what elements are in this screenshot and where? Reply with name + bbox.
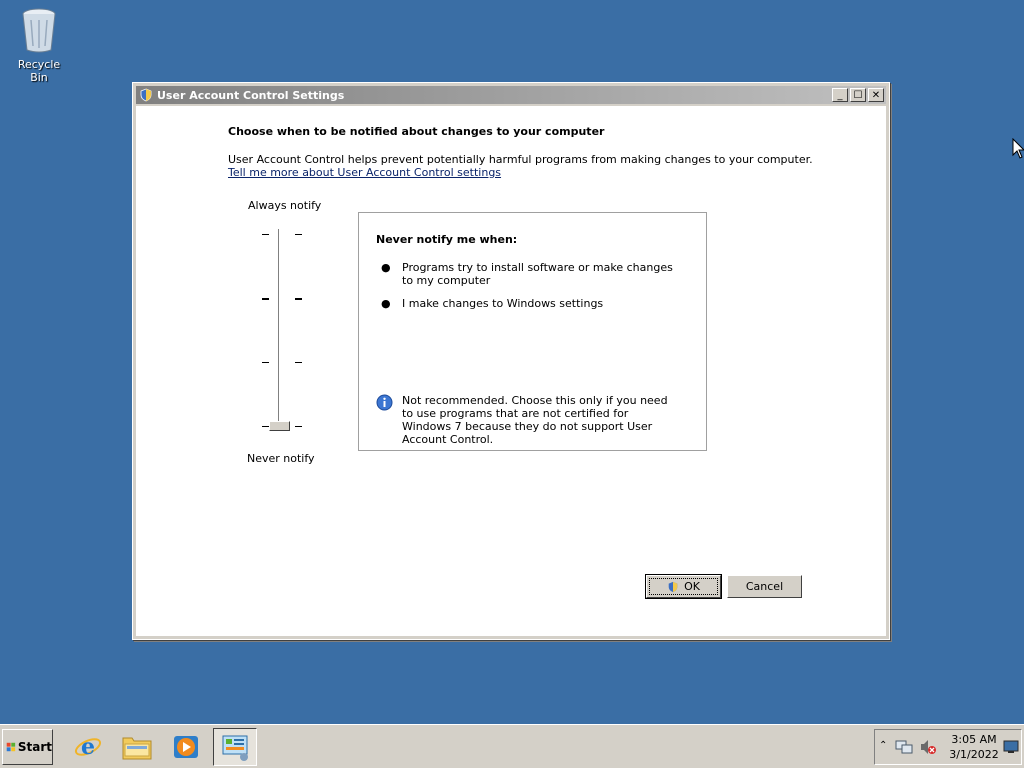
slider-track: [278, 229, 281, 429]
recycle-bin-label: Recycle Bin: [17, 58, 61, 84]
ok-button-label: OK: [684, 580, 700, 593]
window-title: User Account Control Settings: [157, 88, 345, 102]
list-item: [381, 261, 681, 287]
recycle-bin[interactable]: [8, 6, 70, 84]
taskbar-internet-explorer[interactable]: [66, 728, 110, 766]
slider-top-label: Always notify: [248, 199, 322, 212]
minimize-button[interactable]: [832, 88, 848, 102]
close-icon: ✕: [871, 89, 881, 101]
maximize-button[interactable]: [850, 88, 866, 102]
slider-tick: [295, 426, 302, 427]
list-item-text: Programs try to install software or make changes to my computer: [402, 261, 673, 287]
level-description-box: [358, 212, 707, 451]
slider-tick: [295, 234, 302, 235]
network-icon[interactable]: [895, 739, 913, 755]
slider-tick: [262, 298, 269, 300]
list-item-text: I make changes to Windows settings: [402, 297, 604, 310]
clock-date: 3/1/2022: [949, 748, 999, 761]
description-text: User Account Control helps prevent potentially harmful programs from making changes to your computer.: [228, 153, 813, 166]
note-text: Not recommended. Choose this only if you need to use programs that are not certified for Windows 7 because they do not support User Account Control.: [402, 394, 668, 446]
windows-logo-icon: [6, 740, 16, 754]
ok-button[interactable]: [646, 575, 721, 598]
uac-shield-icon: [667, 581, 679, 593]
bullet-icon: ●: [381, 297, 391, 310]
cancel-button[interactable]: [727, 575, 802, 598]
recycle-bin-icon: [19, 6, 59, 54]
start-button[interactable]: [2, 729, 53, 765]
svg-text:e: e: [81, 734, 95, 760]
volume-muted-icon[interactable]: [919, 739, 937, 755]
taskbar-media-player[interactable]: [164, 728, 208, 766]
uac-shield-icon: [139, 88, 153, 102]
slider-bottom-label: Never notify: [247, 452, 315, 465]
internet-explorer-icon: [73, 732, 103, 762]
slider-tick: [262, 362, 269, 363]
maximize-icon: ☐: [853, 89, 863, 101]
title-bar[interactable]: [136, 86, 886, 104]
recommendation-note: [376, 394, 676, 446]
window-client: [136, 106, 886, 636]
system-clock[interactable]: [949, 732, 999, 762]
slider-tick: [262, 234, 269, 235]
taskbar-control-panel[interactable]: [213, 728, 257, 766]
slider-tick: [295, 298, 302, 300]
media-player-icon: [172, 733, 200, 761]
level-description-heading: Never notify me when:: [376, 233, 518, 246]
taskbar: [0, 724, 1024, 768]
taskbar-explorer[interactable]: [115, 728, 159, 766]
notification-area: [874, 729, 1022, 765]
slider-tick: [295, 362, 302, 363]
slider-thumb[interactable]: [269, 421, 290, 431]
control-panel-icon: [220, 732, 250, 762]
slider-tick: [262, 426, 269, 427]
folder-icon: [121, 733, 153, 761]
bullet-icon: ●: [381, 261, 391, 274]
uac-settings-window: [132, 82, 890, 640]
mouse-cursor: [1012, 138, 1024, 160]
list-item: [381, 297, 681, 310]
page-heading: Choose when to be notified about changes to your computer: [228, 125, 605, 138]
show-hidden-icons[interactable]: ⌃: [879, 740, 888, 751]
start-label: Start: [17, 740, 52, 754]
cancel-button-label: Cancel: [745, 580, 784, 593]
show-desktop-icon[interactable]: [1003, 740, 1019, 754]
notification-level-slider[interactable]: [257, 226, 307, 436]
learn-more-link[interactable]: Tell me more about User Account Control settings: [228, 166, 502, 179]
info-icon: [376, 394, 393, 411]
minimize-icon: _: [837, 89, 843, 101]
clock-time: 3:05 AM: [951, 733, 997, 746]
close-button[interactable]: [868, 88, 884, 102]
